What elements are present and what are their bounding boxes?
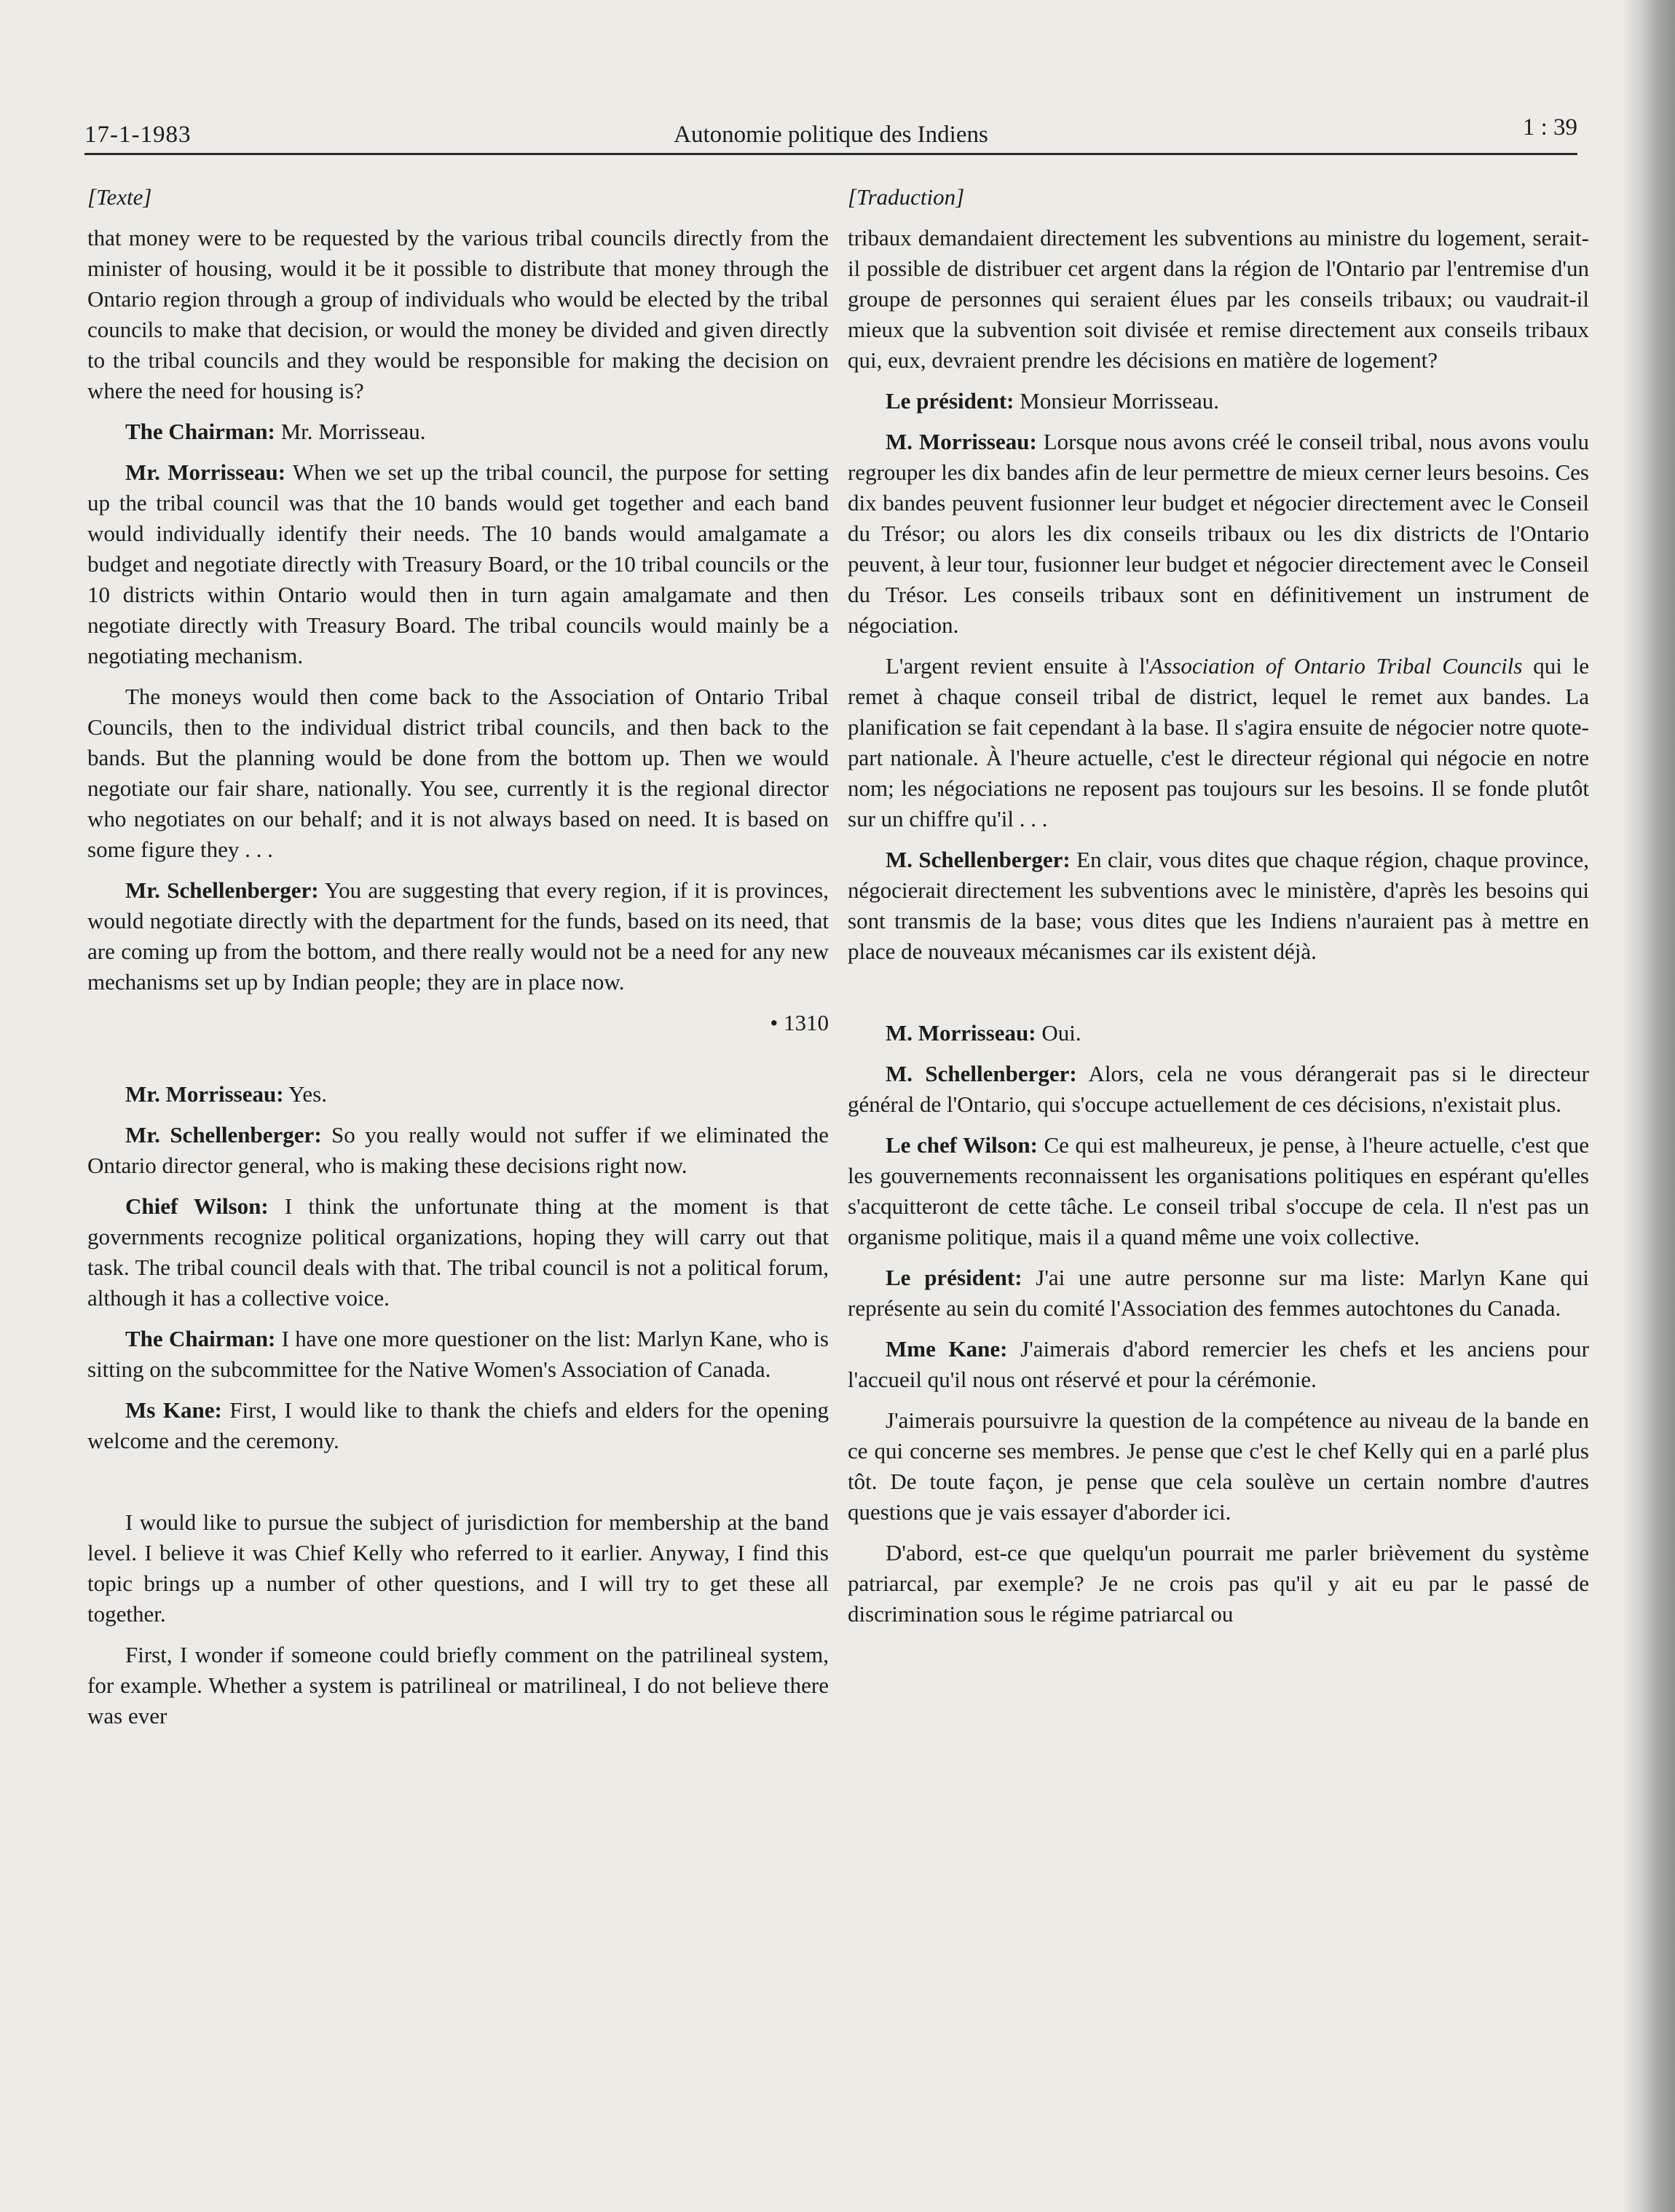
speech-text: I think the unfortunate thing at the moment is that governments recognize political organizations, hoping they will carry out that task. The tribal council deals with that. The tribal council is not a political forum, although it has a collective voice. [87, 1193, 829, 1311]
english-column [87, 182, 829, 1742]
paragraph: tribaux demandaient directement les subventions au ministre du logement, serait-il possible de distribuer cet argent dans la région de l'Ontario par l'entremise d'un groupe de personnes qui seraient élues par les conseils tribaux; ou vaudrait-il mieux que la subvention soit divisée et remise directement aux conseils tribaux qui, eux, devraient prendre les décisions en matière de logement? [848, 225, 1589, 373]
speaker-name: Mr. Morrisseau: [125, 459, 286, 485]
paragraph [848, 1334, 1589, 1395]
speech-text: Mr. Morrisseau. [275, 419, 426, 444]
speaker-name: Le président: [886, 1265, 1022, 1290]
paragraph [848, 386, 1589, 416]
paragraph [87, 1120, 829, 1181]
speaker-name: Ms Kane: [125, 1397, 222, 1423]
speaker-name: Chief Wilson: [125, 1193, 269, 1219]
speech-text: Alors, cela ne vous dérangerait pas si le directeur général de l'Ontario, qui s'occupe actuellement de ces décisions, n'existait plus. [848, 1061, 1589, 1117]
paragraph [848, 651, 1589, 834]
paragraph [848, 1130, 1589, 1252]
speaker-name: Le président: [886, 388, 1014, 414]
spacer [848, 977, 1589, 1018]
speech-text: Monsieur Morrisseau. [1014, 388, 1220, 414]
speaker-name: Mme Kane: [886, 1336, 1008, 1362]
speaker-name: Mr. Schellenberger: [125, 1122, 322, 1148]
paragraph [87, 1079, 829, 1110]
time-marker: • 1310 [770, 1010, 829, 1035]
paragraph: I would like to pursue the subject of jurisdiction for membership at the band level. I believe it was Chief Kelly who referred to it earlier. Anyway, I find this topic brings up a number of other questions, and I will try to get these all together. [87, 1509, 829, 1627]
paragraph [848, 427, 1589, 641]
paragraph [848, 1018, 1589, 1048]
speech-text: J'aimerais d'abord remercier les chefs et les anciens pour l'accueil qu'il nous ont réservé et pour la cérémonie. [848, 1336, 1589, 1392]
paragraph: D'abord, est-ce que quelqu'un pourrait me parler brièvement du système patriarcal, par exemple? Je ne crois pas qu'il y ait eu par le passé de discrimination sous le régime patriarcal ou [848, 1540, 1589, 1627]
running-header [84, 109, 1577, 155]
speech-text: First, I would like to thank the chiefs and elders for the opening welcome and the ceremony. [87, 1397, 829, 1453]
speaker-name: The Chairman: [125, 419, 275, 444]
speaker-name: M. Morrisseau: [886, 429, 1037, 454]
spacer [87, 1466, 829, 1507]
speech-text: En clair, vous dites que chaque région, chaque province, négocierait directement les subventions avec le ministère, d'après les besoins qui sont transmis de la base; vous dites que les Indiens n'auraient pas à mettre en place de nouveaux mécanismes car ils existent déjà. [848, 847, 1589, 964]
speaker-name: M. Schellenberger: [886, 847, 1071, 872]
page-edge-shadow [1624, 0, 1675, 2212]
speech-text: Lorsque nous avons créé le conseil tribal, nous avons voulu regrouper les dix bandes afin de leur permettre de mieux cerner leurs besoins. Ces dix bandes peuvent fusionner leur budget et négocier directement avec le Conseil du Trésor; ou alors les dix conseils tribaux ou les dix districts de l'Ontario peuvent, à leur tour, fusionner leur budget et négocier directement avec le Conseil du Trésor. Les conseils tribaux sont en définitivement un instrument de négociation. [848, 429, 1589, 638]
speaker-name: Mr. Morrisseau: [125, 1081, 284, 1107]
paragraph [848, 845, 1589, 967]
speech-text: Oui. [1036, 1020, 1081, 1046]
paragraph [87, 1191, 829, 1314]
paragraph [848, 1263, 1589, 1324]
paragraph: The moneys would then come back to the Association of Ontario Tribal Councils, then to the individual district tribal councils, and then back to the bands. But the planning would be done from the bottom up. Then we would negotiate our fair share, nationally. You see, currently it is the regional director who negotiates on our behalf; and it is not always based on need. It is based on some figure they . . . [87, 684, 829, 862]
header-page-number: 1 : 39 [1522, 114, 1577, 141]
paragraph: J'aimerais poursuivre la question de la compétence au niveau de la bande en ce qui concerne ses membres. Je pense que c'est le chef Kelly qui en a parlé plus tôt. De toute façon, je pense que cela soulève un certain nombre d'autres questions que je vais essayer d'aborder ici. [848, 1407, 1589, 1525]
column-label: [Traduction] [848, 184, 965, 210]
header-title: Autonomie politique des Indiens [674, 122, 988, 148]
speech-text: I have one more questioner on the list: Marlyn Kane, who is sitting on the subcommittee for the Native Women's Association of Canada. [87, 1326, 829, 1382]
speech-text: Yes. [283, 1081, 327, 1107]
french-column [848, 182, 1589, 1640]
speaker-name: Mr. Schellenberger: [125, 877, 319, 903]
speaker-name: M. Schellenberger: [886, 1061, 1077, 1086]
speaker-name: M. Morrisseau: [886, 1020, 1036, 1046]
speech-text: When we set up the tribal council, the purpose for setting up the tribal council was that the 10 bands would get together and each band would individually identify their needs. The 10 bands would amalgamate a budget and negotiate directly with Treasury Board, or the 10 tribal councils or the 10 districts within Ontario would then in turn again amalgamate and then negotiate directly with Treasury Board. The tribal councils would mainly be a negotiating mechanism. [87, 459, 829, 668]
paragraph [848, 1059, 1589, 1120]
paragraph [87, 416, 829, 447]
paragraph [87, 1395, 829, 1456]
header-date: 17-1-1983 [84, 122, 192, 148]
spacer [87, 1048, 829, 1079]
paragraph [87, 875, 829, 998]
speech-text: So you really would not suffer if we eliminated the Ontario director general, who is making these decisions right now. [87, 1122, 829, 1178]
speaker-name: The Chairman: [125, 1326, 276, 1351]
paragraph: that money were to be requested by the various tribal councils directly from the minister of housing, would it be it possible to distribute that money through the Ontario region through a group of individuals who would be elected by the tribal councils to make that decision, or would the money be divided and given directly to the tribal councils and they would be responsible for making the decision on where the need for housing is? [87, 225, 829, 403]
speech-text: J'ai une autre personne sur ma liste: Marlyn Kane qui représente au sein du comité l'Association des femmes autochtones du Canada. [848, 1265, 1589, 1321]
speech-text: Ce qui est malheureux, je pense, à l'heure actuelle, c'est que les gouvernements reconnaissent les organisations politiques en espérant qu'elles s'acquitteront de cette tâche. Le conseil tribal s'occupe de cela. Il n'est pas un organisme politique, mais il a quand même une voix collective. [848, 1132, 1589, 1249]
paragraph: First, I wonder if someone could briefly comment on the patrilineal system, for example. Whether a system is patrilineal or matrilineal, I do not believe there was ever [87, 1642, 829, 1729]
paragraph [87, 1324, 829, 1385]
organization-name: Association of Ontario Tribal Councils [1149, 653, 1523, 679]
speech-text: qui le remet à chaque conseil tribal de district, lequel le remet aux bandes. La planification se fait cependant à la base. Il s'agira ensuite de négocier notre quote-part nationale. À l'heure actuelle, c'est le directeur régional qui négocie en notre nom; les négociations ne reposent pas toujours sur les besoins. Il se fonde plutôt sur un chiffre qu'il . . . [848, 653, 1590, 832]
paragraph [87, 457, 829, 671]
column-label: [Texte] [87, 184, 152, 210]
speech-text: L'argent revient ensuite à l' [886, 653, 1150, 679]
speaker-name: Le chef Wilson: [886, 1132, 1038, 1158]
speech-text: You are suggesting that every region, if it is provinces, would negotiate directly with the department for the funds, based on its need, that are coming up from the bottom, and there really would not be a need for any new mechanisms set up by Indian people; they are in place now. [87, 877, 829, 995]
